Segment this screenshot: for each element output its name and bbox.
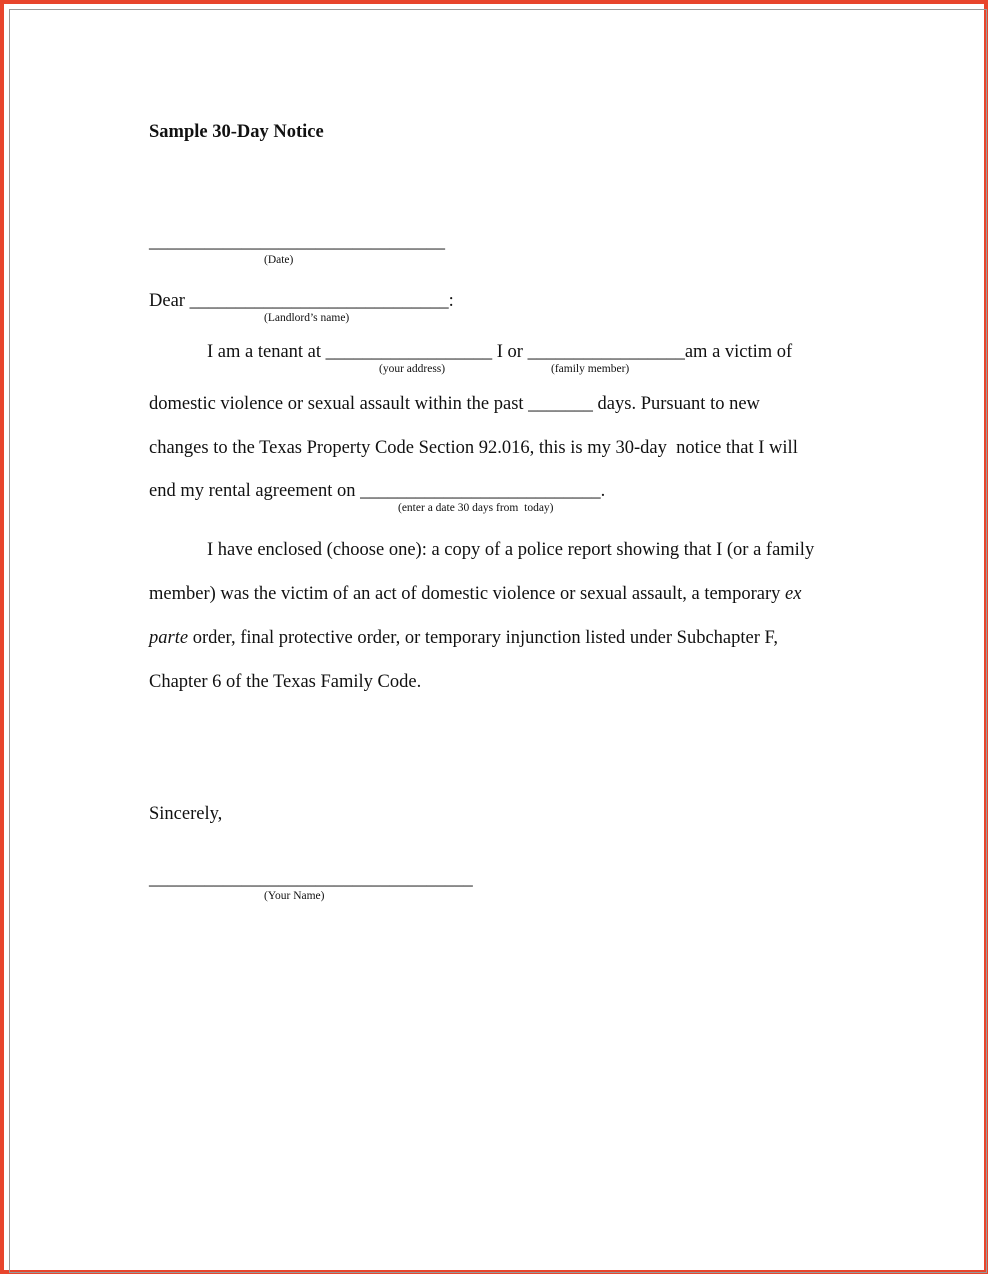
date-line: ________________________________ <box>149 232 445 252</box>
para2-line2-text: member) was the victim of an act of domestic violence or sexual assault, a temporary <box>149 584 785 604</box>
name-caption: (Your Name) <box>264 890 325 902</box>
para2-line2 <box>149 585 801 604</box>
dear-line: Dear ____________________________: <box>149 291 454 311</box>
closing: Sincerely, <box>149 804 223 824</box>
para2-parte-italic: parte <box>149 628 189 648</box>
date30-caption: (enter a date 30 days from today) <box>398 502 554 514</box>
para2-line3-text: order, final protective order, or temporary injunction listed under Subchapter F, <box>188 628 778 648</box>
document-title: Sample 30-Day Notice <box>149 122 324 142</box>
para2-line3 <box>149 629 778 648</box>
para1-line1: I am a tenant at __________________ I or _________________am a victim of <box>207 342 793 362</box>
para1-line2: domestic violence or sexual assault within the past _______ days. Pursuant to new <box>149 394 760 414</box>
signature-line: ___________________________________ <box>149 869 473 889</box>
para2-ex-italic: ex <box>784 584 802 604</box>
para1-line3: changes to the Texas Property Code Section 92.016, this is my 30-day notice that I will <box>149 438 798 458</box>
landlord-caption: (Landlord’s name) <box>264 312 350 324</box>
para2-line1: I have enclosed (choose one): a copy of a police report showing that I (or a family <box>207 540 815 560</box>
para2-line4: Chapter 6 of the Texas Family Code. <box>149 672 422 692</box>
para1-line4: end my rental agreement on __________________________. <box>149 481 606 501</box>
family-caption: (family member) <box>551 363 630 375</box>
address-caption: (your address) <box>379 363 446 375</box>
date-caption: (Date) <box>264 254 294 266</box>
